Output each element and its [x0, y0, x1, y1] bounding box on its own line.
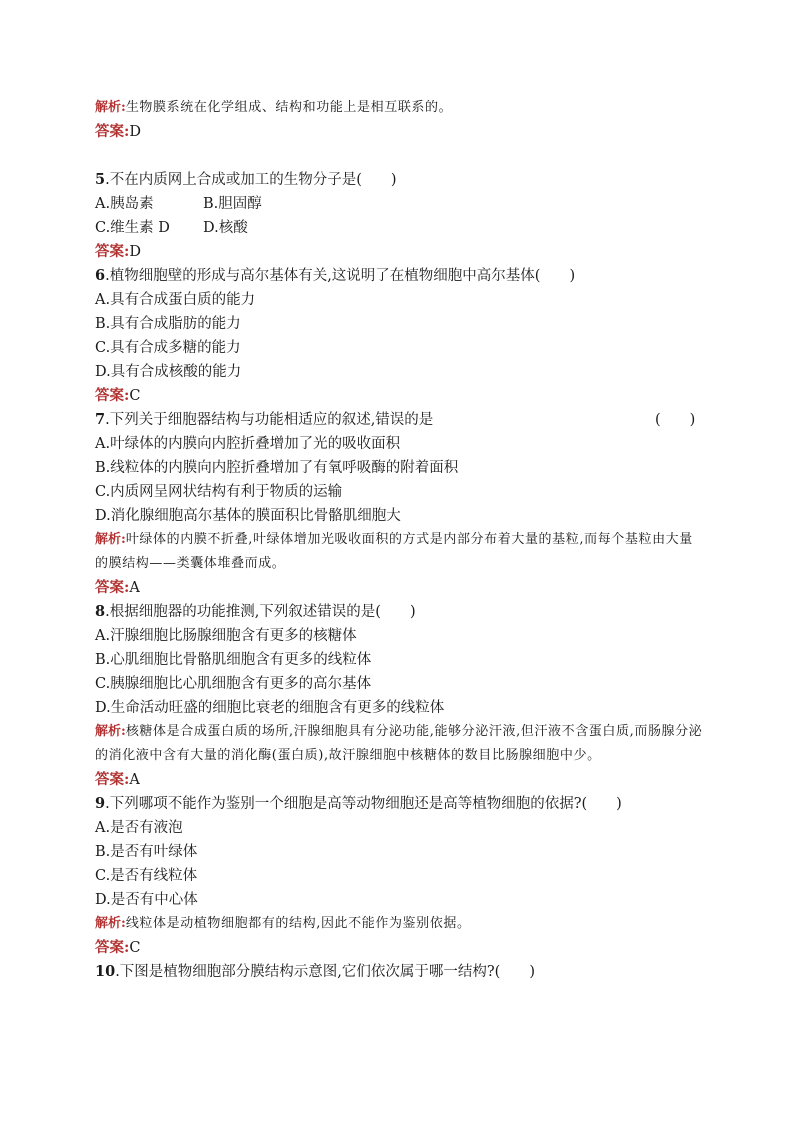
answer-value: A [129, 772, 140, 788]
option-d: D.消化腺细胞高尔基体的膜面积比骨骼肌细胞大 [95, 508, 401, 524]
explanation-label: 解析: [95, 916, 126, 931]
question-9-stem [95, 792, 705, 816]
answer-value: C [129, 388, 141, 404]
option-d: D.核酸 [203, 220, 248, 236]
question-6-stem [95, 264, 705, 288]
answer-label: 答案: [95, 243, 130, 260]
option-a: A.是否有液泡 [95, 820, 183, 836]
answer-value: A [129, 580, 140, 596]
answer-value: D [129, 244, 141, 260]
question-text: .下图是植物细胞部分膜结构示意图,它们依次属于哪一结构?( ) [115, 964, 535, 980]
explanation-top [95, 96, 705, 120]
question-text: .根据细胞器的功能推测,下列叙述错误的是( ) [105, 604, 416, 620]
answer-value: D [129, 124, 141, 140]
option-a: A.具有合成蛋白质的能力 [95, 292, 256, 308]
option-b: B.心肌细胞比骨骼肌细胞含有更多的线粒体 [95, 652, 372, 668]
question-9-answer [95, 936, 705, 960]
option-b: B.线粒体的内膜向内腔折叠增加了有氧呼吸酶的附着面积 [95, 460, 459, 476]
option-d: D.生命活动旺盛的细胞比衰老的细胞含有更多的线粒体 [95, 700, 445, 716]
question-7-answer [95, 576, 705, 600]
explanation-text: 线粒体是动植物细胞都有的结构,因此不能作为鉴别依据。 [125, 916, 471, 931]
question-6-answer [95, 384, 705, 408]
question-8-stem [95, 600, 705, 624]
question-7-stem [95, 408, 705, 432]
question-number: 10 [95, 963, 116, 980]
document-page [95, 96, 705, 984]
question-8-answer [95, 768, 705, 792]
answer-blank: ( ) [655, 412, 696, 428]
spacer [95, 144, 705, 168]
question-text: .不在内质网上合成或加工的生物分子是( ) [105, 172, 397, 188]
answer-value: C [129, 940, 141, 956]
answer-label: 答案: [95, 579, 130, 596]
explanation-text: 叶绿体的内膜不折叠,叶绿体增加光吸收面积的方式是内部分布着大量的基粒,而每个基粒由大量的膜结构——类囊体堆叠而成。 [95, 532, 693, 571]
option-c: C.胰腺细胞比心肌细胞含有更多的高尔基体 [95, 676, 372, 692]
question-text: .植物细胞壁的形成与高尔基体有关,这说明了在植物细胞中高尔基体( ) [105, 268, 576, 284]
option-c: C.是否有线粒体 [95, 868, 198, 884]
explanation-label: 解析: [95, 724, 126, 739]
question-7-explanation [95, 528, 705, 576]
explanation-text: 生物膜系统在化学组成、结构和功能上是相互联系的。 [125, 100, 453, 115]
question-8-explanation [95, 720, 705, 768]
question-5-options-row-2 [95, 216, 705, 240]
question-number: 9 [95, 795, 106, 812]
question-5-stem [95, 168, 705, 192]
explanation-text: 核糖体是合成蛋白质的场所,汗腺细胞具有分泌功能,能够分泌汗液,但汗液不含蛋白质,而肠腺分泌的消化液中含有大量的消化酶(蛋白质),故汗腺细胞中核糖体的数目比肠腺细胞中少。 [95, 724, 703, 763]
question-number: 7 [95, 411, 106, 428]
option-b: B.是否有叶绿体 [95, 844, 198, 860]
question-number: 8 [95, 603, 106, 620]
option-a: A.胰岛素 [95, 196, 154, 212]
option-c: C.维生素 D [95, 220, 170, 236]
explanation-label: 解析: [95, 100, 126, 115]
option-b: B.具有合成脂肪的能力 [95, 316, 241, 332]
option-d: D.是否有中心体 [95, 892, 198, 908]
answer-label: 答案: [95, 771, 130, 788]
question-5-options-row-1 [95, 192, 705, 216]
question-text: .下列哪项不能作为鉴别一个细胞是高等动物细胞还是高等植物细胞的依据?( ) [105, 796, 622, 812]
option-b: B.胆固醇 [203, 196, 262, 212]
question-text: .下列关于细胞器结构与功能相适应的叙述,错误的是 [105, 412, 434, 428]
option-a: A.汗腺细胞比肠腺细胞含有更多的核糖体 [95, 628, 357, 644]
answer-label: 答案: [95, 387, 130, 404]
question-5-answer [95, 240, 705, 264]
question-10-stem [95, 960, 705, 984]
option-a: A.叶绿体的内膜向内腔折叠增加了光的吸收面积 [95, 436, 401, 452]
explanation-label: 解析: [95, 532, 126, 547]
question-9-explanation [95, 912, 705, 936]
question-number: 6 [95, 267, 106, 284]
question-number: 5 [95, 171, 106, 188]
option-d: D.具有合成核酸的能力 [95, 364, 242, 380]
option-c: C.内质网呈网状结构有利于物质的运输 [95, 484, 343, 500]
answer-label: 答案: [95, 123, 130, 140]
answer-top [95, 120, 705, 144]
answer-label: 答案: [95, 939, 130, 956]
option-c: C.具有合成多糖的能力 [95, 340, 241, 356]
